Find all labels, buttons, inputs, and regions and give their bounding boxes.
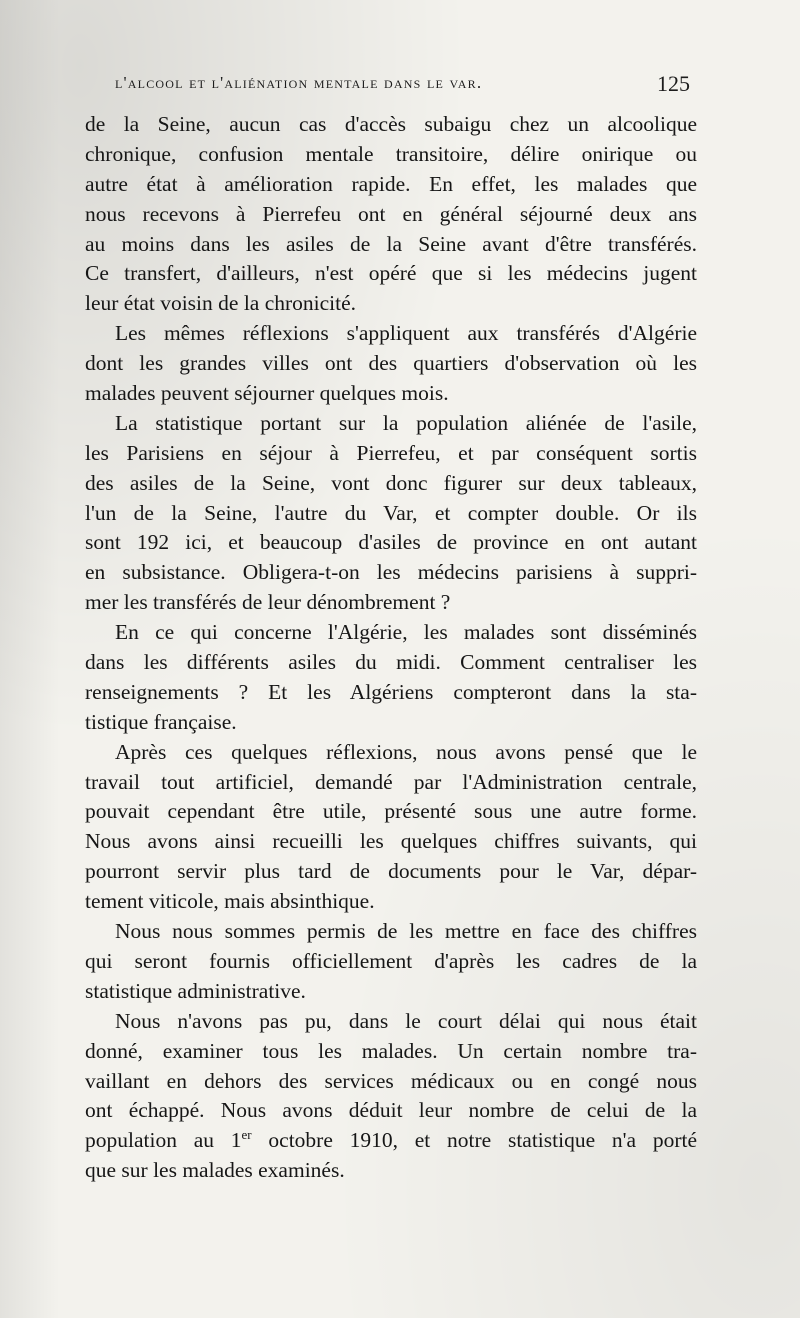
text-line: des asiles de la Seine, vont donc figurer sur deux tableaux, <box>85 470 697 495</box>
text-line: pourront servir plus tard de documents pour le Var, dépar- <box>85 859 697 884</box>
text-line: que sur les malades examinés. <box>85 1158 345 1183</box>
text-line: Nous nous sommes permis de les mettre en face des chiffres <box>115 919 697 944</box>
body-text <box>85 110 697 1186</box>
text-line <box>85 1126 697 1156</box>
text-line: pouvait cependant être utile, présenté sous une autre forme. <box>85 799 697 824</box>
text-line: vaillant en dehors des services médicaux ou en congé nous <box>85 1068 697 1093</box>
text-line: Nous avons ainsi recueilli les quelques chiffres suivants, qui <box>85 829 697 854</box>
text-line: La statistique portant sur la population aliénée de l'asile, <box>115 410 697 435</box>
superscript: er <box>241 1127 252 1143</box>
text-segment: octobre 1910, et notre statistique n'a porté <box>251 1128 697 1153</box>
text-segment: population au 1 <box>85 1128 242 1153</box>
text-line: statistique administrative. <box>85 978 306 1003</box>
text-line: leur état voisin de la chronicité. <box>85 291 357 316</box>
text-line: chronique, confusion mentale transitoire, délire onirique ou <box>85 141 697 166</box>
text-line: autre état à amélioration rapide. En effet, les malades que <box>85 171 697 196</box>
text-line: travail tout artificiel, demandé par l'Administration centrale, <box>85 769 697 794</box>
running-head <box>115 73 690 105</box>
text-line: donné, examiner tous les malades. Un certain nombre tra- <box>85 1038 697 1063</box>
text-line: dont les grandes villes ont des quartiers d'observation où les <box>85 351 697 376</box>
text-line: malades peuvent séjourner quelques mois. <box>85 381 449 406</box>
text-line: En ce qui concerne l'Algérie, les malades sont disséminés <box>115 620 697 645</box>
text-line: en subsistance. Obligera-t-on les médecins parisiens à suppri- <box>85 560 697 585</box>
text-line: renseignements ? Et les Algériens compteront dans la sta- <box>85 679 697 704</box>
running-title: l'alcool et l'aliénation mentale dans le var. <box>115 73 483 92</box>
text-line: tement viticole, mais absinthique. <box>85 889 375 914</box>
text-line: qui seront fournis officiellement d'après les cadres de la <box>85 948 697 973</box>
text-line: Nous n'avons pas pu, dans le court délai qui nous était <box>115 1008 697 1033</box>
text-line: dans les différents asiles du midi. Comment centraliser les <box>85 650 697 675</box>
text-line: mer les transférés de leur dénombrement ? <box>85 590 451 615</box>
text-line: nous recevons à Pierrefeu ont en général séjourné deux ans <box>85 201 697 226</box>
text-line: au moins dans les asiles de la Seine avant d'être transférés. <box>85 231 697 256</box>
text-line: Ce transfert, d'ailleurs, n'est opéré que si les médecins jugent <box>85 261 697 286</box>
text-line: Les mêmes réflexions s'appliquent aux transférés d'Algérie <box>115 321 697 346</box>
text-line: ont échappé. Nous avons déduit leur nombre de celui de la <box>85 1098 697 1123</box>
text-line: les Parisiens en séjour à Pierrefeu, et par conséquent sortis <box>85 440 697 465</box>
text-line: sont 192 ici, et beaucoup d'asiles de province en ont autant <box>85 530 697 555</box>
text-line: tistique française. <box>85 709 237 734</box>
page-number: 125 <box>657 71 690 96</box>
text-line: Après ces quelques réflexions, nous avons pensé que le <box>115 739 697 764</box>
text-line: l'un de la Seine, l'autre du Var, et compter double. Or ils <box>85 500 697 525</box>
text-line: de la Seine, aucun cas d'accès subaigu chez un alcoolique <box>85 112 697 136</box>
